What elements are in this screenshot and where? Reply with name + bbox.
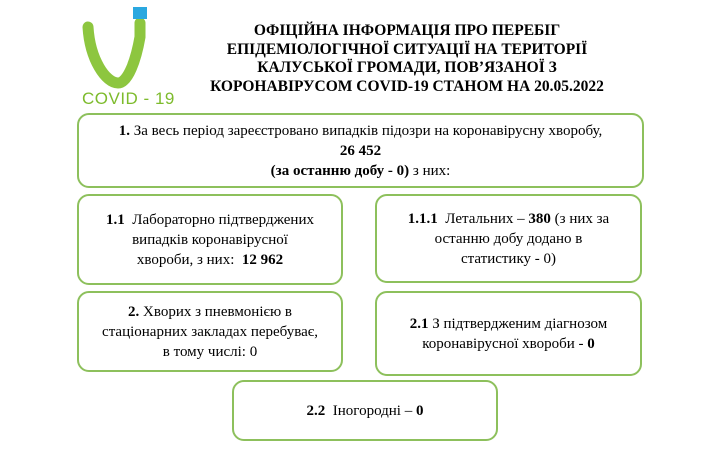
box2-line1 xyxy=(128,302,292,322)
box11-line1-text: Лабораторно підтверджених xyxy=(132,211,314,228)
box22-number: 2.2 xyxy=(306,402,326,419)
box11-value: 12 962 xyxy=(241,251,284,268)
box11-line1 xyxy=(106,210,314,230)
box21-number: 2.1 xyxy=(409,315,429,332)
title-line-3: КАЛУСЬКОЇ ГРОМАДИ, ПОВ’ЯЗАНОЇ З xyxy=(257,59,557,76)
box22-value: 0 xyxy=(415,402,424,419)
box2-line1-text: Хворих з пневмонією в xyxy=(143,303,292,320)
box11-line3-text: хвороби, з них: xyxy=(136,251,235,268)
box111-line2: останню добу додано в xyxy=(434,230,583,247)
box11-number: 1.1 xyxy=(106,211,125,228)
box11-line3 xyxy=(137,250,283,270)
box1-number: 1. xyxy=(118,122,130,139)
box1-line3 xyxy=(271,161,451,181)
box111-line3: статистику - 0) xyxy=(460,250,557,267)
box111-label: Летальних – xyxy=(445,210,525,227)
box111-value: 380 xyxy=(528,210,551,227)
covid-v-icon xyxy=(78,5,178,95)
page-title xyxy=(172,22,642,96)
box111-line1 xyxy=(408,209,609,229)
box21-line1 xyxy=(410,314,608,334)
pneumonia-box xyxy=(77,291,343,372)
title-line-4: КОРОНАВІРУСОМ COVID-19 СТАНОМ НА 20.05.2022 xyxy=(210,77,604,95)
box21-line2 xyxy=(422,334,595,354)
logo-text: COVID - 19 xyxy=(82,89,175,108)
box21-line1-text: З підтвердженим діагнозом xyxy=(432,315,608,332)
box21-value: 0 xyxy=(587,335,595,352)
box2-number: 2. xyxy=(128,303,140,320)
deaths-box xyxy=(375,194,642,283)
box1-last-day: (за останню добу - 0) xyxy=(270,162,410,179)
confirmed-diagnosis-box xyxy=(375,291,642,376)
box22-line1 xyxy=(307,401,424,421)
box111-number: 1.1.1 xyxy=(407,210,438,227)
nonresidents-box xyxy=(232,380,498,441)
total-suspected-box xyxy=(77,113,644,188)
box1-line1 xyxy=(119,121,603,141)
box111-rest: (з них за xyxy=(554,210,610,227)
title-line-2: ЕПІДЕМІОЛОГІЧНОЇ СИТУАЦІЇ НА ТЕРИТОРІЇ xyxy=(226,40,588,58)
box1-value: 26 452 xyxy=(339,142,382,159)
box1-suffix: з них: xyxy=(412,162,451,179)
title-line-1: ОФІЦІЙНА ІНФОРМАЦІЯ ПРО ПЕРЕБІГ xyxy=(253,22,561,39)
box2-line3: в тому числі: 0 xyxy=(162,343,258,360)
box2-line2: стаціонарних закладах перебуває, xyxy=(102,323,318,340)
box11-line2: випадків коронавірусної xyxy=(132,231,288,248)
box1-text: За весь період зареєстровано випадків підозри на коронавірусну хворобу, xyxy=(133,122,603,139)
covid-logo xyxy=(78,5,178,108)
box22-label: Іногородні – xyxy=(332,402,413,419)
box21-line2-text: коронавірусної хвороби - xyxy=(422,335,584,352)
lab-confirmed-box xyxy=(77,194,343,285)
